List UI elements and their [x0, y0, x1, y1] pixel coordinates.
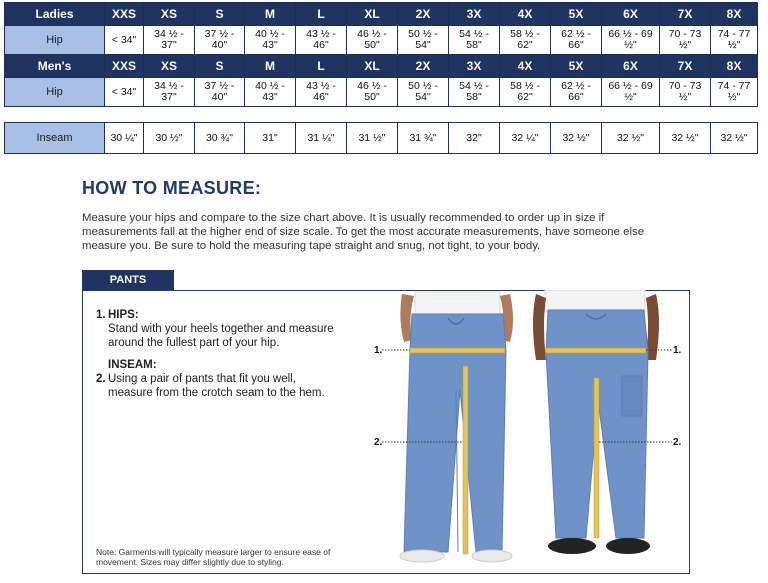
marker-2-right: 2.	[673, 437, 682, 448]
size-header-9: 5X	[551, 3, 602, 26]
woman-figure	[400, 292, 513, 562]
ladies-hip-cell-3: 40 ½ - 43"	[245, 26, 296, 55]
size-header-10: 6X	[602, 55, 660, 78]
step2-number: 2.	[96, 373, 106, 385]
man-figure	[533, 290, 659, 554]
inseam-size-table	[4, 122, 758, 154]
mens-hip-cell-12: 74 - 77 ½"	[711, 78, 758, 107]
size-header-10: 6X	[602, 3, 660, 26]
mens-hip-label: Hip	[5, 78, 105, 107]
woman-hip-tape	[410, 348, 505, 353]
pants-tab[interactable]: PANTS	[82, 270, 174, 290]
woman-inseam-tape	[463, 366, 468, 554]
ladies-header-row	[5, 3, 758, 26]
ladies-hip-cell-0: < 34"	[105, 26, 144, 55]
size-header-0: XXS	[105, 3, 144, 26]
ladies-hip-cell-7: 54 ½ - 58"	[449, 26, 500, 55]
size-header-7: 3X	[449, 55, 500, 78]
marker-1-left: 1.	[374, 345, 383, 356]
mens-hip-cell-8: 58 ½ - 62"	[500, 78, 551, 107]
ladies-hip-cell-5: 46 ½ - 50"	[347, 26, 398, 55]
size-header-3: M	[245, 55, 296, 78]
man-right-shoe	[606, 538, 650, 554]
step2-text: Using a pair of pants that fit you well, measure from the crotch seam to the hem.	[108, 373, 325, 399]
size-header-5: XL	[347, 3, 398, 26]
inseam-cell-4: 31 ¼"	[296, 123, 347, 154]
ladies-hip-label: Hip	[5, 26, 105, 55]
how-to-measure-title: HOW TO MEASURE:	[82, 178, 262, 198]
size-header-6: 2X	[398, 3, 449, 26]
inseam-cell-2: 30 ¾"	[195, 123, 245, 154]
mens-header: Men's	[5, 55, 105, 78]
ladies-hip-cell-6: 50 ½ - 54"	[398, 26, 449, 55]
mens-hip-cell-3: 40 ½ - 43"	[245, 78, 296, 107]
inseam-row	[5, 123, 758, 154]
step2-heading: INSEAM:	[108, 359, 157, 371]
ladies-hip-row	[5, 26, 758, 55]
inseam-cell-12: 32 ½"	[711, 123, 758, 154]
inseam-cell-9: 32 ½"	[551, 123, 602, 154]
size-header-6: 2X	[398, 55, 449, 78]
man-left-arm	[533, 294, 546, 360]
mens-hip-cell-2: 37 ½ - 40"	[195, 78, 245, 107]
measure-description: Measure your hips and compare to the size chart above. It is usually recommended to order up in size if measurements fall at the higher end of size scale. To get the most accurate measurements, have someone else measure you. Be sure to hold the measuring tape straight and snug, not tight, to your body.	[82, 212, 645, 252]
marker-2-left: 2.	[374, 437, 383, 448]
size-header-0: XXS	[105, 55, 144, 78]
inseam-label: Inseam	[5, 123, 105, 154]
size-header-4: L	[296, 3, 347, 26]
inseam-cell-5: 31 ½"	[347, 123, 398, 154]
inseam-cell-3: 31"	[245, 123, 296, 154]
woman-right-shoe	[472, 550, 512, 562]
mens-hip-cell-6: 50 ½ - 54"	[398, 78, 449, 107]
size-header-1: XS	[144, 3, 195, 26]
size-header-4: L	[296, 55, 347, 78]
mens-hip-cell-10: 66 ½ - 69 ½"	[602, 78, 660, 107]
size-header-3: M	[245, 3, 296, 26]
size-header-8: 4X	[500, 55, 551, 78]
mens-hip-cell-9: 62 ½ - 66"	[551, 78, 602, 107]
man-inseam-tape	[594, 378, 599, 538]
man-left-shoe	[548, 538, 596, 554]
size-header-12: 8X	[711, 55, 758, 78]
hip-size-table	[4, 2, 758, 107]
ladies-hip-cell-2: 37 ½ - 40"	[195, 26, 245, 55]
mens-hip-cell-7: 54 ½ - 58"	[449, 78, 500, 107]
ladies-hip-cell-4: 43 ½ - 46"	[296, 26, 347, 55]
ladies-hip-cell-8: 58 ½ - 62"	[500, 26, 551, 55]
mens-hip-cell-0: < 34"	[105, 78, 144, 107]
size-header-2: S	[195, 3, 245, 26]
size-header-5: XL	[347, 55, 398, 78]
inseam-cell-10: 32 ½"	[602, 123, 660, 154]
mens-hip-cell-1: 34 ½ - 37"	[144, 78, 195, 107]
marker-1-right: 1.	[673, 345, 682, 356]
man-cargo-pocket	[622, 376, 642, 416]
mens-header-row	[5, 55, 758, 78]
ladies-hip-cell-1: 34 ½ - 37"	[144, 26, 195, 55]
mens-hip-cell-11: 70 - 73 ½"	[660, 78, 711, 107]
man-hip-tape	[546, 348, 646, 353]
step1-heading: HIPS:	[108, 309, 139, 321]
mens-hip-cell-4: 43 ½ - 46"	[296, 78, 347, 107]
step1-number: 1.	[96, 309, 106, 321]
ladies-hip-cell-11: 70 - 73 ½"	[660, 26, 711, 55]
ladies-hip-cell-10: 66 ½ - 69 ½"	[602, 26, 660, 55]
pants-illustration	[360, 290, 688, 572]
inseam-cell-1: 30 ½"	[144, 123, 195, 154]
mens-hip-cell-5: 46 ½ - 50"	[347, 78, 398, 107]
size-header-11: 7X	[660, 55, 711, 78]
inseam-cell-7: 32"	[449, 123, 500, 154]
mens-hip-row	[5, 78, 758, 107]
size-header-12: 8X	[711, 3, 758, 26]
garment-note: Note: Garments will typically measure larger to ensure ease of movement. Sizes may differ slightly due to styling.	[96, 547, 331, 567]
woman-shirt	[415, 292, 500, 316]
woman-left-shoe	[400, 550, 444, 562]
ladies-hip-cell-9: 62 ½ - 66"	[551, 26, 602, 55]
size-header-11: 7X	[660, 3, 711, 26]
inseam-cell-8: 32 ¼"	[500, 123, 551, 154]
man-shirt	[545, 290, 645, 312]
inseam-cell-11: 32 ½"	[660, 123, 711, 154]
measure-steps	[96, 308, 366, 400]
size-header-2: S	[195, 55, 245, 78]
step1-text: Stand with your heels together and measure around the fullest part of your hip.	[108, 323, 334, 349]
size-header-1: XS	[144, 55, 195, 78]
ladies-hip-cell-12: 74 - 77 ½"	[711, 26, 758, 55]
inseam-cell-0: 30 ¼"	[105, 123, 144, 154]
ladies-header: Ladies	[5, 3, 105, 26]
size-header-8: 4X	[500, 3, 551, 26]
size-header-9: 5X	[551, 55, 602, 78]
inseam-cell-6: 31 ¾"	[398, 123, 449, 154]
size-header-7: 3X	[449, 3, 500, 26]
